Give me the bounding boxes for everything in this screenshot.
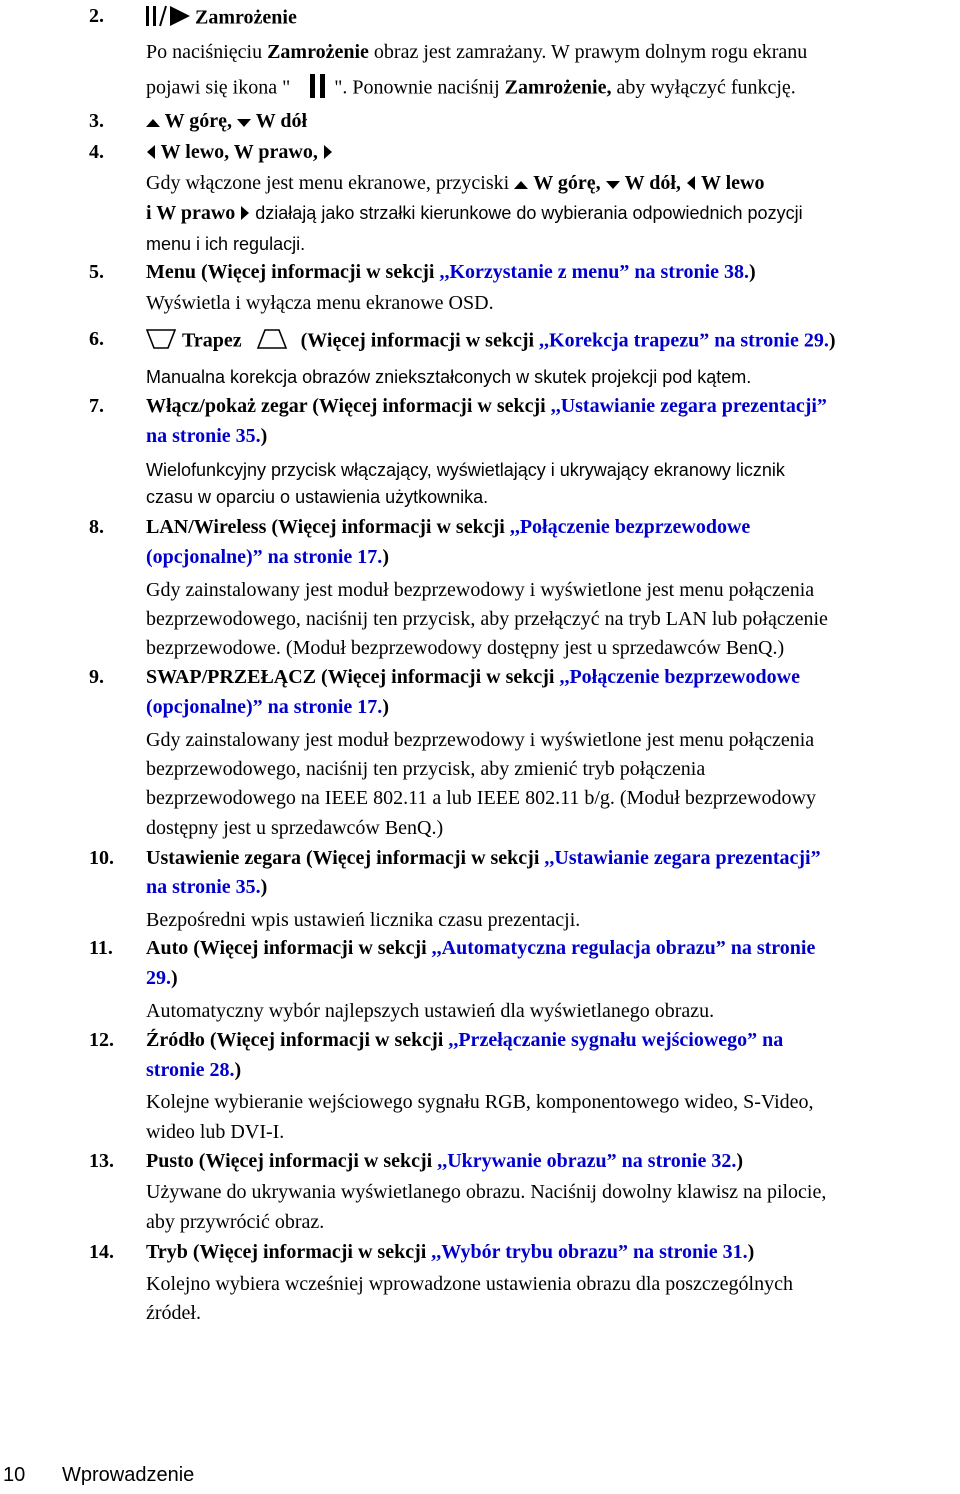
page-link[interactable]: ,,Ustawianie zegara prezentacji” (544, 847, 821, 869)
section-name: Wprowadzenie (62, 1464, 195, 1486)
page-link[interactable]: 29. (146, 967, 171, 989)
item-number: 14. (89, 1241, 114, 1263)
item-text: pojawi się ikona " ". Ponownie naciśnij Zamrożenie, aby wyłączyć funkcję. (146, 74, 796, 104)
page-link[interactable]: na stronie 35. (146, 425, 261, 447)
arrow-up-icon (514, 173, 528, 196)
page-link[interactable]: ,,Korekcja trapezu” na stronie 29. (539, 329, 829, 352)
item-text: Automatyczny wybór najlepszych ustawień dla wyświetlanego obrazu. (146, 1000, 715, 1022)
item-text: Gdy włączone jest menu ekranowe, przyciski W górę, W dół, W lewo (146, 172, 765, 194)
item-text: Gdy zainstalowany jest moduł bezprzewodowy i wyświetlone jest menu połączenia (146, 579, 815, 601)
item-heading: Źródło (Więcej informacji w sekcji ,,Przełączanie sygnału wejściowego” na (146, 1029, 784, 1051)
page-link[interactable]: stronie 28. (146, 1059, 235, 1081)
item-text: bezprzewodowego na IEEE 802.11 a lub IEEE 802.11 b/g. (Moduł bezprzewodowy (146, 787, 816, 809)
item-number: 7. (89, 395, 104, 417)
item-number: 11. (89, 937, 113, 959)
item-text: Bezpośredni wpis ustawień licznika czasu prezentacji. (146, 909, 581, 931)
item-number: 2. (89, 5, 104, 27)
item-heading: Ustawienie zegara (Więcej informacji w sekcji ,,Ustawianie zegara prezentacji” (146, 847, 821, 869)
item-heading: Pusto (Więcej informacji w sekcji ,,Ukrywanie obrazu” na stronie 32.) (146, 1150, 743, 1172)
keystone-up-icon (257, 328, 287, 356)
item-heading: W górę, W dół (146, 110, 307, 134)
item-text: Kolejne wybieranie wejściowego sygnału RGB, komponentowego wideo, S-Video, (146, 1091, 814, 1113)
item-text: bezprzewodowego, naciśnij ten przycisk, aby zmienić tryb połączenia (146, 758, 706, 780)
item-heading: Włącz/pokaż zegar (Więcej informacji w sekcji ,,Ustawianie zegara prezentacji” (146, 395, 827, 417)
item-number: 13. (89, 1150, 114, 1172)
item-number: 12. (89, 1029, 114, 1051)
arrow-down-icon (606, 173, 620, 196)
arrow-right-icon (240, 203, 250, 226)
item-text: Wyświetla i wyłącza menu ekranowe OSD. (146, 292, 494, 314)
item-text: wideo lub DVI-I. (146, 1121, 285, 1143)
item-text: Kolejno wybiera wcześniej wprowadzone ustawienia obrazu dla poszczególnych (146, 1273, 793, 1295)
item-heading: Menu (Więcej informacji w sekcji ,,Korzystanie z menu” na stronie 38.) (146, 261, 756, 283)
item-text: dostępny jest u sprzedawców BenQ.) (146, 817, 444, 839)
item-text: Gdy zainstalowany jest moduł bezprzewodowy i wyświetlone jest menu połączenia (146, 729, 815, 751)
page-link[interactable]: (opcjonalne)” na stronie 17. (146, 696, 383, 718)
item-number: 9. (89, 666, 104, 688)
item-text: źródeł. (146, 1302, 201, 1324)
item-heading: (opcjonalne)” na stronie 17.) (146, 696, 389, 718)
freeze-play-icon (146, 5, 190, 33)
item-heading: Trapez (Więcej informacji w sekcji ,,Korekcja trapezu” na stronie 29.) (146, 328, 836, 356)
item-heading: (opcjonalne)” na stronie 17.) (146, 546, 389, 568)
pause-icon (310, 74, 326, 104)
page-link[interactable]: ,,Korzystanie z menu” na stronie 38. (439, 261, 750, 283)
item-heading: Zamrożenie (146, 5, 297, 33)
item-text: bezprzewodowe. (Moduł bezprzewodowy dostępny jest u sprzedawców BenQ.) (146, 637, 785, 659)
item-heading: stronie 28.) (146, 1059, 242, 1081)
item-heading: na stronie 35.) (146, 425, 268, 447)
item-heading: 29.) (146, 967, 178, 989)
page-link[interactable]: ,,Wybór trybu obrazu” na stronie 31. (431, 1241, 748, 1263)
item-number: 3. (89, 110, 104, 132)
item-text: menu i ich regulacji. (146, 234, 306, 254)
arrow-left-icon (686, 173, 696, 196)
item-text: Manualna korekcja obrazów zniekształconych w skutek projekcji pod kątem. (146, 367, 752, 387)
arrow-up-icon (146, 111, 160, 134)
item-heading: W lewo, W prawo, (146, 141, 333, 165)
page-link[interactable]: ,,Przełączanie sygnału wejściowego” na (448, 1029, 784, 1051)
page-link[interactable]: (opcjonalne)” na stronie 17. (146, 546, 383, 568)
item-text: aby przywrócić obraz. (146, 1211, 325, 1233)
item-text: i W prawo działają jako strzałki kierunkowe do wybierania odpowiednich pozycji (146, 202, 803, 224)
arrow-right-icon (323, 142, 333, 165)
page-link[interactable]: na stronie 35. (146, 876, 261, 898)
page-link[interactable]: ,,Połączenie bezprzewodowe (509, 516, 751, 538)
page-link[interactable]: ,,Automatyczna regulacja obrazu” na stronie (431, 937, 816, 959)
item-number: 10. (89, 847, 114, 869)
page-link[interactable]: ,,Połączenie bezprzewodowe (559, 666, 800, 688)
item-text: Wielofunkcyjny przycisk włączający, wyświetlający i ukrywający ekranowy licznik (146, 460, 785, 480)
item-number: 8. (89, 516, 104, 538)
item-text: czasu w oparciu o ustawienia użytkownika. (146, 487, 489, 507)
page-number: 10 (3, 1464, 26, 1486)
item-text: Po naciśnięciu Zamrożenie obraz jest zamrażany. W prawym dolnym rogu ekranu (146, 41, 808, 63)
item-heading: Auto (Więcej informacji w sekcji ,,Automatyczna regulacja obrazu” na stronie (146, 937, 816, 959)
item-heading: na stronie 35.) (146, 876, 268, 898)
item-number: 5. (89, 261, 104, 283)
keystone-down-icon (146, 328, 176, 356)
page-link[interactable]: ,,Ukrywanie obrazu” na stronie 32. (437, 1150, 737, 1172)
item-heading: SWAP/PRZEŁĄCZ (Więcej informacji w sekcji ,,Połączenie bezprzewodowe (146, 666, 800, 688)
item-text: Używane do ukrywania wyświetlanego obrazu. Naciśnij dowolny klawisz na pilocie, (146, 1181, 827, 1203)
item-number: 4. (89, 141, 104, 163)
item-text: bezprzewodowego, naciśnij ten przycisk, aby przełączyć na tryb LAN lub połączenie (146, 608, 828, 630)
page-link[interactable]: ,,Ustawianie zegara prezentacji” (550, 395, 827, 417)
item-number: 6. (89, 328, 104, 350)
item-heading: LAN/Wireless (Więcej informacji w sekcji ,,Połączenie bezprzewodowe (146, 516, 751, 538)
arrow-down-icon (237, 111, 251, 134)
arrow-left-icon (146, 142, 156, 165)
item-heading: Tryb (Więcej informacji w sekcji ,,Wybór trybu obrazu” na stronie 31.) (146, 1241, 755, 1263)
